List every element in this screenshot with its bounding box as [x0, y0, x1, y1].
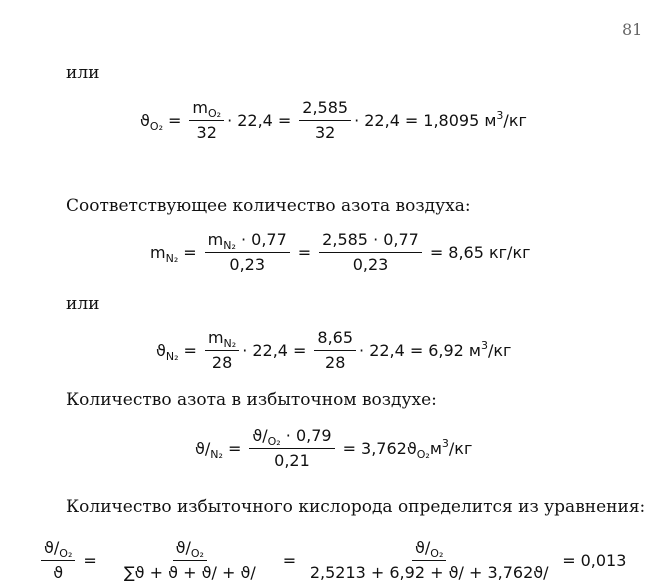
page-number: 81: [622, 20, 643, 39]
eq3-fraction-2: $\frac{8,65}{28}$: [314, 328, 356, 373]
equation-nitrogen-mass: $m_{N_2}$ = $\frac{m_{N_2} \cdot 0,77}{0,23}$ = $\frac{2,585 \cdot 0,77}{0,23}$ = 8,65 кг/кг: [150, 230, 531, 274]
eq5-result: 0,013: [580, 551, 627, 570]
eq2-lhs: $m_{N_2}$: [150, 243, 179, 265]
eq1-fraction-1: $\frac{m_{O_2}}{32}$: [189, 98, 224, 143]
eq2-fraction-2: $\frac{2,585 \cdot 0,77}{0,23}$: [319, 230, 422, 275]
eq4-lhs: $ϑ/_{N_2}$: [195, 439, 223, 461]
eq3-fraction-1: $\frac{m_{N_2}}{28}$: [205, 328, 239, 373]
eq1-fraction-2: $\frac{2,585}{32}$: [299, 98, 351, 143]
eq4-result: $3,762ϑ_{O_2}м^3/кг$: [361, 437, 473, 461]
equation-excess-oxygen: $\frac{ϑ/_{O_2}}{ϑ}$ = $\frac{ϑ/_{O_2}}{\sum ϑ + ϑ + ϑ/ + ϑ/}$ = $\frac{ϑ/_{O_2}}{2,5213 + 6,92 + ϑ/ + 3,762ϑ/}$ = 0,013: [38, 538, 626, 583]
equation-nitrogen-volume: $ϑ_{N_2}$ = $\frac{m_{N_2}}{28}$ · 22,4 = $\frac{8,65}{28}$ · 22,4 = 6,92 $м^3/кг$: [156, 328, 512, 372]
text-ili-1: или: [66, 63, 100, 83]
eq5-fraction-2: $\frac{ϑ/_{O_2}}{2,5213 + 6,92 + ϑ/ + 3,762ϑ/}$: [309, 538, 549, 582]
text-ili-2: или: [66, 294, 100, 314]
equation-excess-nitrogen: $ϑ/_{N_2}$ = $\frac{ϑ/_{O_2} \cdot 0,79}{0,21}$ = $3,762ϑ_{O_2}м^3/кг$: [195, 426, 473, 470]
text-excess-nitrogen: Количество азота в избыточном воздухе:: [66, 390, 437, 410]
eq2-fraction-1: $\frac{m_{N_2} \cdot 0,77}{0,23}$: [205, 230, 290, 275]
eq5-fraction-1: $\frac{ϑ/_{O_2}}{\sum ϑ + ϑ + ϑ/ + ϑ/}$: [123, 538, 256, 582]
eq4-fraction: $\frac{ϑ/_{O_2} \cdot 0,79}{0,21}$: [249, 426, 334, 471]
eq3-result: 6,92 $м^3/кг$: [428, 339, 512, 360]
text-excess-oxygen: Количество избыточного кислорода определится из уравнения:: [66, 497, 646, 517]
equation-oxygen-volume: $ϑ_{O_2}$ = $\frac{m_{O_2}}{32}$ · 22,4 = $\frac{2,585}{32}$ · 22,4 = 1,8095 $м^3/кг$: [140, 98, 527, 142]
eq3-lhs: $ϑ_{N_2}$: [156, 341, 179, 363]
eq2-result: 8,65 кг/кг: [448, 243, 531, 262]
eq1-lhs: $ϑ_{O_2}$: [140, 111, 163, 133]
eq1-result: 1,8095 $м^3/кг$: [423, 109, 527, 130]
text-nitrogen-air: Соответствующее количество азота воздуха:: [66, 196, 471, 216]
eq5-lhs-fraction: $\frac{ϑ/_{O_2}}{ϑ}$: [41, 538, 75, 583]
